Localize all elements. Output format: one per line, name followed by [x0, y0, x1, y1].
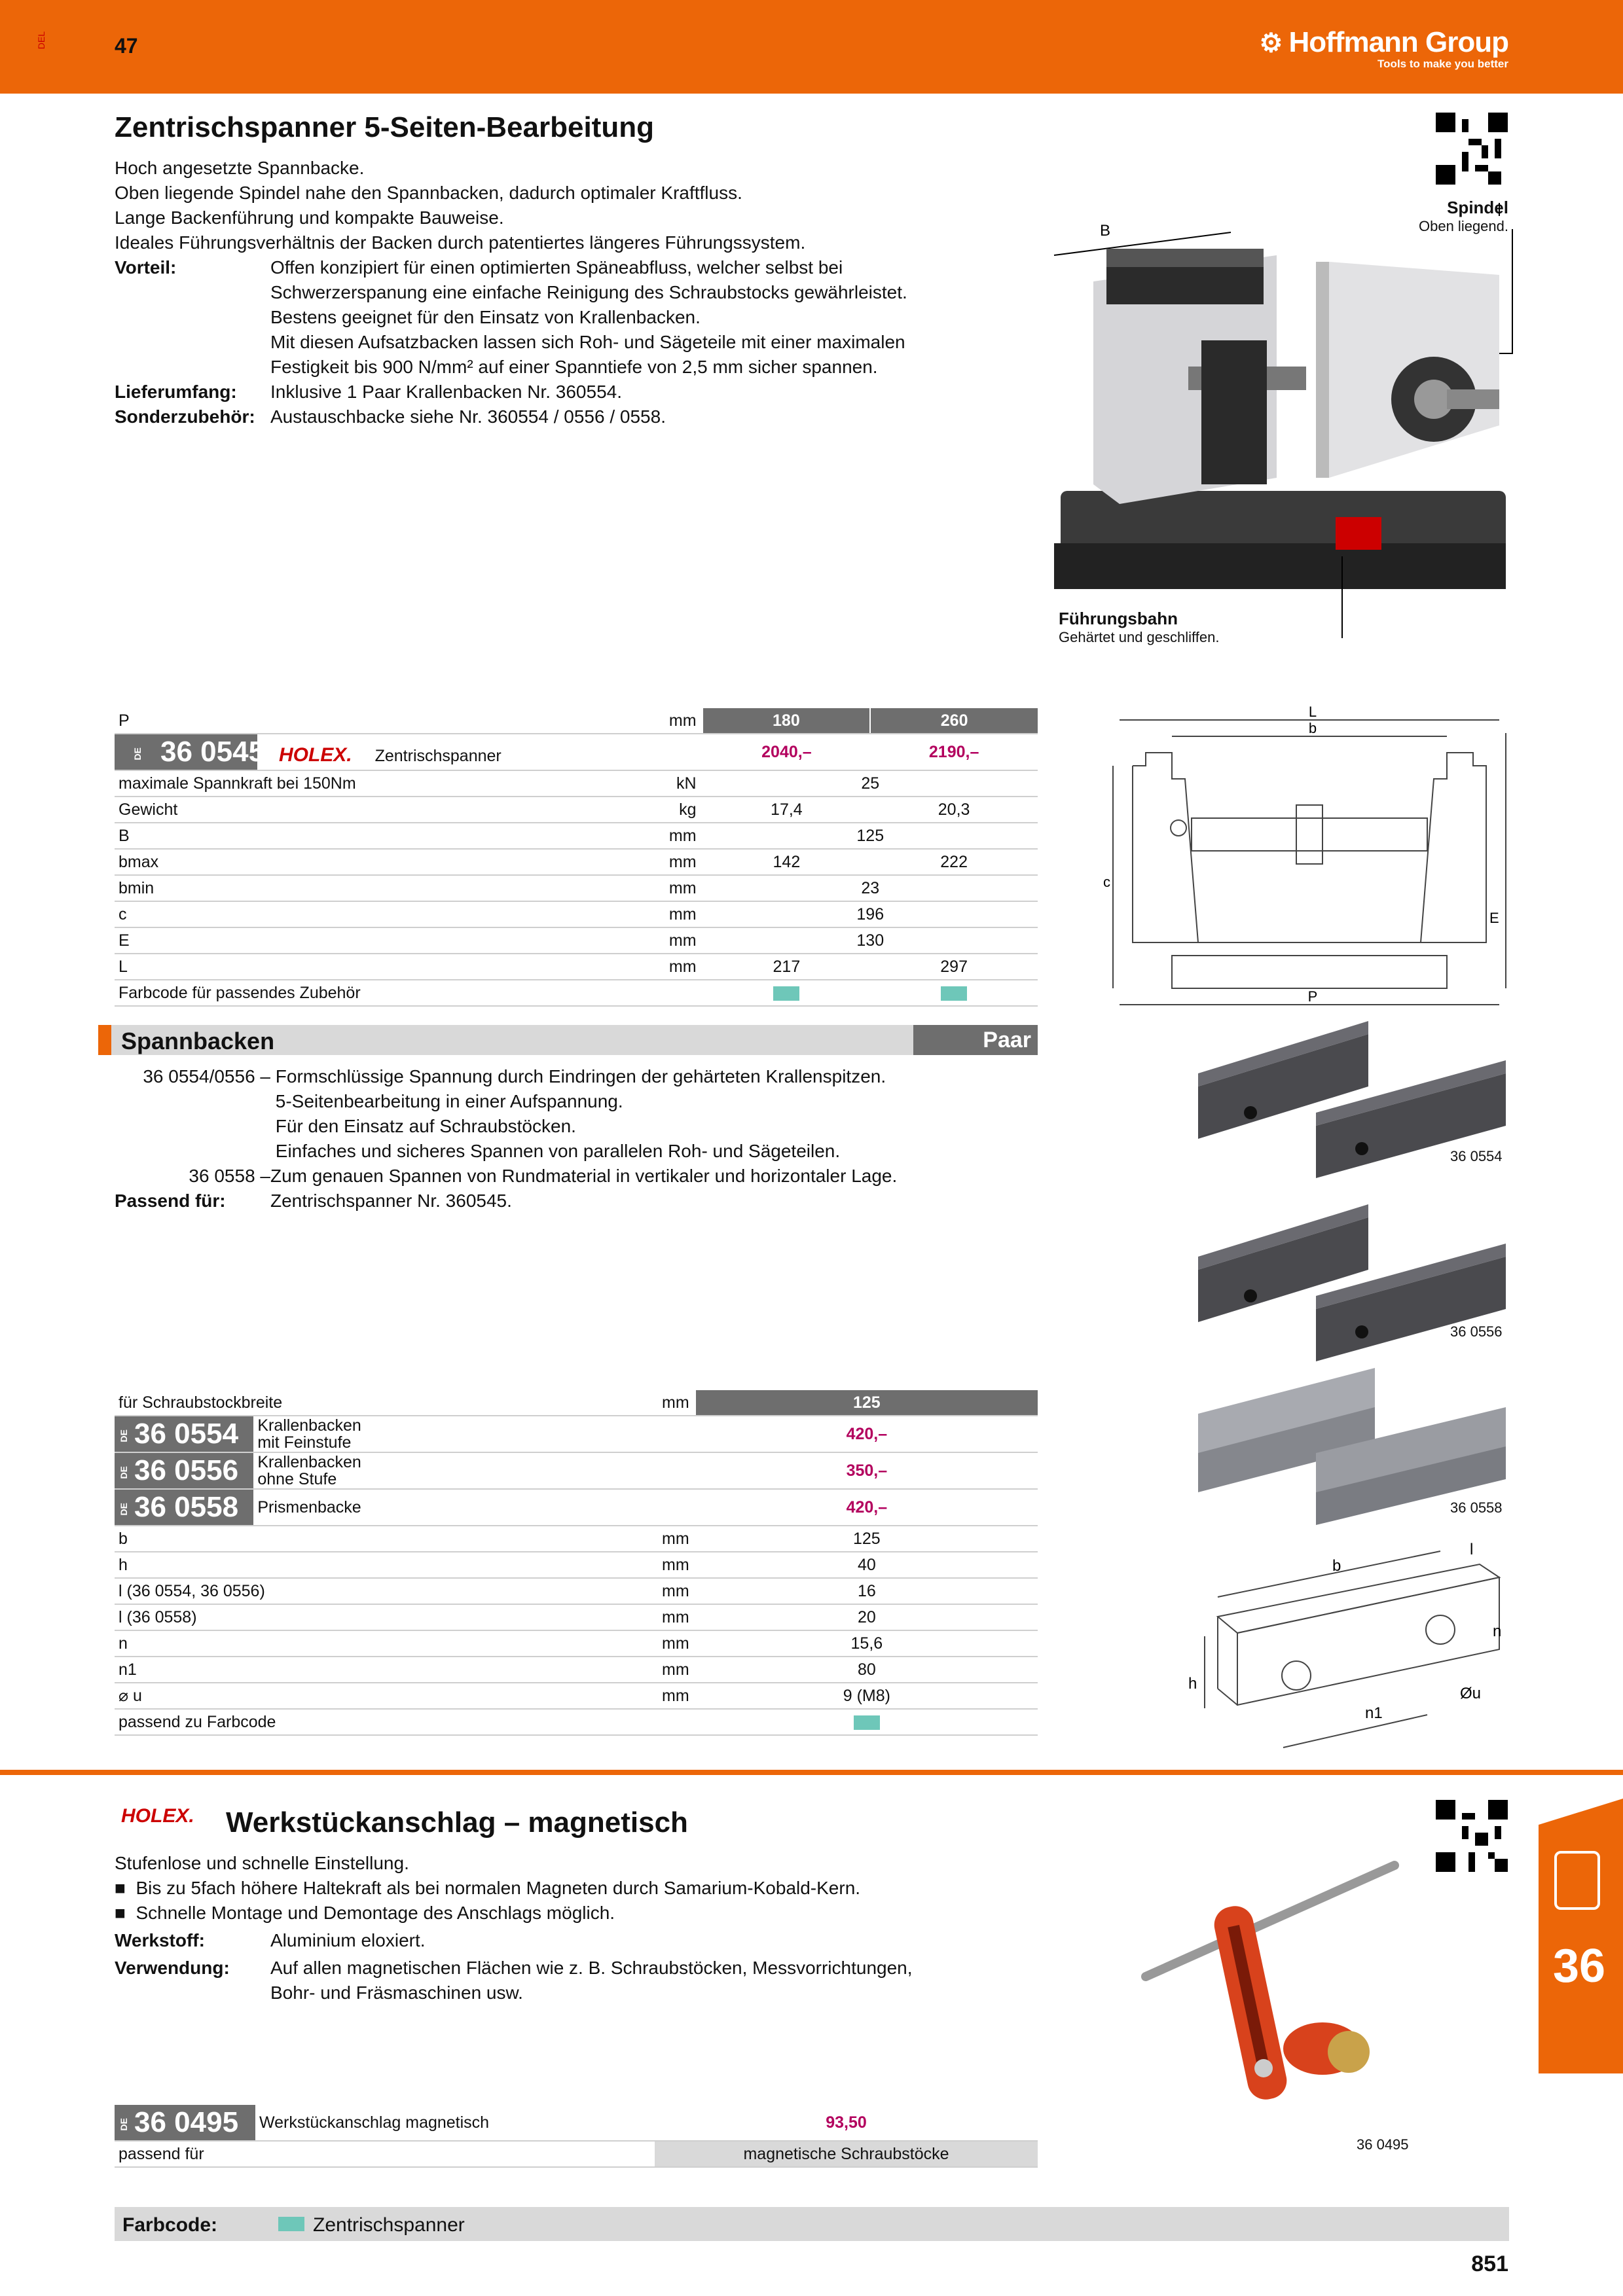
vise-product-image: [1041, 203, 1512, 648]
caption-360558: 36 0558: [1450, 1499, 1503, 1516]
dim-n1-label: n1: [1365, 1704, 1383, 1722]
table-cell: mm: [589, 1390, 696, 1416]
table-cell: 16: [696, 1578, 1038, 1604]
table-row: [115, 823, 1038, 849]
table-row: [115, 1709, 1038, 1735]
vorteil-line: Festigkeit bis 900 N/mm² auf einer Spanntiefe von 2,5 mm sicher spannen.: [270, 357, 878, 377]
article-desc: Zentrischspanner: [374, 747, 501, 765]
table-row: [115, 954, 1038, 980]
table-cell: n: [115, 1630, 589, 1657]
country-code: DE: [119, 1465, 129, 1479]
table-cell: 23: [703, 875, 1038, 901]
table-cell: Gewicht: [115, 797, 597, 823]
section-divider: [0, 1770, 1623, 1775]
table-row: [115, 1657, 1038, 1683]
table-cell: 25: [703, 770, 1038, 797]
dim-l-label: l: [1470, 1541, 1474, 1558]
werkstueckanschlag-image: [1133, 1852, 1408, 2127]
table-row: [115, 2141, 1038, 2167]
table-cell: 180: [703, 708, 871, 734]
werkstoff-value: Aluminium eloxiert.: [270, 1930, 426, 1950]
table-cell: l (36 0558): [115, 1604, 589, 1630]
item-number: 36 0554/0556 –: [143, 1066, 270, 1086]
article-row[interactable]: [115, 2105, 1038, 2141]
product-title: Zentrischspanner 5-Seiten-Bearbeitung: [115, 111, 654, 143]
color-swatch: [854, 1715, 880, 1730]
caption-360554: 36 0554: [1450, 1148, 1503, 1164]
table-cell: für Schraubstockbreite: [115, 1390, 589, 1416]
vorteil-line: Offen konzipiert für einen optimierten Späneabfluss, welcher selbst bei: [270, 257, 843, 278]
spec-table-werkstueckanschlag: [115, 2105, 1038, 2168]
item-line: Für den Einsatz auf Schraubstöcken.: [275, 1116, 576, 1136]
table-cell: c: [115, 901, 597, 927]
item-number: 36 0558 –: [189, 1166, 270, 1186]
table-row: [115, 875, 1038, 901]
country-code: DE: [119, 2117, 129, 2131]
table-cell: n1: [115, 1657, 589, 1683]
article-desc: Prismenbacke: [253, 1489, 695, 1526]
holex-logo-text: HOLEX.: [121, 1805, 194, 1827]
table-cell: B: [115, 823, 597, 849]
article-number: [115, 734, 265, 770]
section-title: Spannbacken: [121, 1028, 275, 1054]
intro-line: Lange Backenführung und kompakte Bauweise.: [115, 207, 504, 228]
country-code: DE: [119, 1429, 129, 1443]
dim-h-label: h: [1188, 1675, 1197, 1693]
table-cell: 196: [703, 901, 1038, 927]
dim-b-label: b: [1332, 1557, 1341, 1575]
verwendung-label: Verwendung:: [115, 1958, 230, 1978]
item-line: Zum genauen Spannen von Rundmaterial in vertikaler und horizontaler Lage.: [270, 1166, 898, 1186]
sonderzubehoer-label: Sonderzubehör:: [115, 406, 255, 427]
article-desc-line: Krallenbacken: [257, 1453, 361, 1471]
table-cell: 15,6: [696, 1630, 1038, 1657]
table-row: [115, 1683, 1038, 1709]
callout-spindel-title: Spindel: [1447, 198, 1508, 217]
article-row[interactable]: [115, 1489, 1038, 1526]
spec-table-zentrischspanner: [115, 708, 1038, 1007]
chapter-number: 36: [1553, 1940, 1606, 1992]
lieferumfang-value: Inklusive 1 Paar Krallenbacken Nr. 360554.: [270, 382, 622, 402]
brand-tagline: Tools to make you better: [1377, 58, 1508, 70]
farbcode-value: Zentrischspanner: [313, 2214, 465, 2236]
table-cell: mm: [597, 954, 703, 980]
product-intro: [115, 111, 1064, 429]
table-row: [115, 797, 1038, 823]
table-cell: mm: [597, 927, 703, 954]
sonderzubehoer-value: Austauschbacke siehe Nr. 360554 / 0556 / 0558.: [270, 406, 666, 427]
price-cell: 2040,–: [703, 734, 871, 770]
table-cell: mm: [589, 1526, 696, 1552]
jaw-technical-drawing: [1178, 1538, 1519, 1761]
farbcode-label: Farbcode:: [122, 2214, 218, 2236]
caption-360495: 36 0495: [1357, 2136, 1409, 2153]
table-cell: maximale Spannkraft bei 150Nm: [115, 770, 597, 797]
table-row: [115, 1604, 1038, 1630]
price-cell: 420,–: [696, 1489, 1038, 1526]
passend-value: Zentrischspanner Nr. 360545.: [270, 1191, 512, 1211]
table-cell: 222: [870, 849, 1038, 875]
table-cell: 20: [696, 1604, 1038, 1630]
price-cell: 350,–: [696, 1452, 1038, 1489]
bullet-icon: ■: [115, 1878, 136, 1898]
dim-e-label: E: [1489, 910, 1499, 926]
brand-logo: [1260, 26, 1509, 71]
table-cell: 125: [696, 1526, 1038, 1552]
table-cell: b: [115, 1526, 589, 1552]
table-cell: 217: [703, 954, 871, 980]
table-cell: E: [115, 927, 597, 954]
dim-b-label: b: [1308, 720, 1317, 736]
dim-u-label: Øu: [1460, 1685, 1482, 1702]
holex-logo: [121, 1805, 194, 1827]
article-number-text: 36 0545: [160, 736, 265, 768]
spannbacken-description: [115, 1064, 1064, 1213]
table-cell: ⌀ u: [115, 1683, 589, 1709]
article-number-text: 36 0556: [134, 1454, 239, 1486]
table-cell: mm: [589, 1657, 696, 1683]
vise-technical-drawing: [1103, 704, 1512, 1008]
article-number: [115, 1489, 253, 1526]
color-swatch: [941, 986, 967, 1001]
callout-fuehrung-sub: Gehärtet und geschliffen.: [1059, 629, 1220, 645]
intro-line: Ideales Führungsverhältnis der Backen durch patentiertes längeres Führungssystem.: [115, 232, 806, 253]
callout-spindel-sub: Oben liegend.: [1419, 218, 1508, 234]
header-bar: [0, 0, 1623, 94]
table-header-row: [115, 1390, 1038, 1416]
brand-icon: ⚙: [1259, 29, 1289, 58]
jaw-images: [1192, 1014, 1519, 1512]
verwendung-line: Bohr- und Fräsmaschinen usw.: [270, 1982, 523, 2003]
footer-page-number: 851: [1471, 2251, 1508, 2276]
article-number: [115, 1416, 253, 1452]
table-cell: h: [115, 1552, 589, 1578]
bullet-text: Schnelle Montage und Demontage des Anschlags möglich.: [136, 1903, 615, 1923]
article-desc-line: mit Feinstufe: [257, 1433, 352, 1452]
vorteil-line: Schwerzerspanung eine einfache Reinigung des Schraubstocks gewährleistet.: [270, 282, 907, 302]
table-cell: mm: [589, 1604, 696, 1630]
dim-l-label: L: [1308, 704, 1317, 720]
header-page-number: 47: [115, 34, 138, 58]
article-desc: Werkstückanschlag magnetisch: [255, 2105, 655, 2141]
article-number-text: 36 0554: [134, 1418, 239, 1450]
table-row: [115, 849, 1038, 875]
table-cell: passend zu Farbcode: [115, 1709, 696, 1735]
table-row: [115, 1578, 1038, 1604]
table-cell: 17,4: [703, 797, 871, 823]
article-number-text: 36 0495: [134, 2106, 239, 2138]
table-cell: Farbcode für passendes Zubehör: [115, 980, 703, 1006]
lieferumfang-label: Lieferumfang:: [115, 382, 237, 402]
callout-fuehrung-title: Führungsbahn: [1059, 609, 1178, 628]
article-number-text: 36 0558: [134, 1491, 239, 1523]
bullet-text: Bis zu 5fach höhere Haltekraft als bei normalen Magneten durch Samarium-Kobald-Kern.: [136, 1878, 861, 1898]
price-cell: 2190,–: [870, 734, 1038, 770]
article-row[interactable]: [115, 734, 1038, 770]
table-cell: 260: [870, 708, 1038, 734]
article-row[interactable]: [115, 1416, 1038, 1452]
table-cell: mm: [589, 1630, 696, 1657]
item-line: 5-Seitenbearbeitung in einer Aufspannung.: [275, 1091, 623, 1111]
chapter-tab[interactable]: [1539, 1825, 1623, 2073]
werkstueckanschlag-description: [115, 1851, 1064, 2005]
table-cell: bmax: [115, 849, 597, 875]
item-line: Formschlüssige Spannung durch Eindringen der gehärteten Krallenspitzen.: [275, 1066, 886, 1086]
bullet-icon: ■: [115, 1903, 136, 1923]
table-cell: mm: [597, 849, 703, 875]
table-cell: kg: [597, 797, 703, 823]
table-cell: 20,3: [870, 797, 1038, 823]
article-desc: [253, 1452, 695, 1489]
intro-line: Hoch angesetzte Spannbacke.: [115, 158, 365, 178]
table-cell: [703, 980, 871, 1006]
intro-line: Stufenlose und schnelle Einstellung.: [115, 1853, 409, 1873]
article-number: [115, 2105, 255, 2141]
article-number: [115, 1452, 253, 1489]
table-cell: mm: [589, 1578, 696, 1604]
table-cell: mm: [589, 1552, 696, 1578]
price-cell: 420,–: [696, 1416, 1038, 1452]
table-cell: mm: [597, 875, 703, 901]
table-cell: P: [115, 708, 597, 734]
farbcode-legend: [115, 2207, 1509, 2241]
table-cell: 297: [870, 954, 1038, 980]
table-cell: kN: [597, 770, 703, 797]
table-row: [115, 1630, 1038, 1657]
table-row: [115, 770, 1038, 797]
table-cell: [696, 1709, 1038, 1735]
qr-code-icon[interactable]: [1436, 1800, 1508, 1872]
dim-b-label: B: [1100, 222, 1111, 240]
article-desc-line: ohne Stufe: [257, 1470, 337, 1488]
edition-code: DEL: [36, 31, 46, 50]
table-row: [115, 901, 1038, 927]
table-cell: mm: [589, 1683, 696, 1709]
table-row: [115, 1552, 1038, 1578]
dim-p-label: P: [1307, 988, 1318, 1005]
table-header-row: [115, 708, 1038, 734]
product-title-werkstueckanschlag: Werkstückanschlag – magnetisch: [226, 1806, 688, 1839]
brand-name: Hoffmann Group: [1288, 26, 1508, 58]
holex-logo: HOLEX.: [274, 743, 357, 767]
table-cell: L: [115, 954, 597, 980]
table-cell: mm: [597, 901, 703, 927]
country-code: DE: [132, 747, 143, 761]
price-cell: 93,50: [655, 2105, 1038, 2141]
caption-360556: 36 0556: [1450, 1323, 1503, 1340]
table-cell: l (36 0554, 36 0556): [115, 1578, 589, 1604]
dim-c-label: c: [1103, 874, 1110, 890]
spec-table-spannbacken: [115, 1390, 1038, 1736]
table-row: [115, 1526, 1038, 1552]
table-cell: magnetische Schraubstöcke: [655, 2141, 1038, 2167]
table-cell: mm: [597, 823, 703, 849]
country-code: DE: [119, 1502, 129, 1516]
table-cell: 125: [703, 823, 1038, 849]
article-desc-line: Krallenbacken: [257, 1416, 361, 1435]
article-cell: [115, 734, 703, 770]
article-desc: [253, 1416, 695, 1452]
table-cell: mm: [597, 708, 703, 734]
table-cell: 130: [703, 927, 1038, 954]
table-cell: 142: [703, 849, 871, 875]
color-swatch: [773, 986, 799, 1001]
item-line: Einfaches und sicheres Spannen von parallelen Roh- und Sägeteilen.: [275, 1141, 841, 1161]
table-cell: 9 (M8): [696, 1683, 1038, 1709]
table-row: [115, 980, 1038, 1006]
color-swatch: [278, 2217, 304, 2231]
table-cell: 40: [696, 1552, 1038, 1578]
table-cell: bmin: [115, 875, 597, 901]
table-cell: 80: [696, 1657, 1038, 1683]
table-row: [115, 927, 1038, 954]
werkstoff-label: Werkstoff:: [115, 1930, 205, 1950]
table-cell: [870, 980, 1038, 1006]
table-cell: passend für: [115, 2141, 655, 2167]
article-row[interactable]: [115, 1452, 1038, 1489]
verwendung-line: Auf allen magnetischen Flächen wie z. B. Schraubstöcken, Messvorrichtungen,: [270, 1958, 913, 1978]
section-accent: [98, 1025, 111, 1055]
vise-icon: [1554, 1851, 1600, 1910]
dim-n-label: n: [1493, 1623, 1502, 1640]
vorteil-line: Mit diesen Aufsatzbacken lassen sich Roh- und Sägeteile mit einer maximalen: [270, 332, 905, 352]
section-bar-spannbacken: [98, 1025, 1038, 1055]
qr-code-icon[interactable]: [1436, 113, 1508, 185]
intro-line: Oben liegende Spindel nahe den Spannbacken, dadurch optimaler Kraftfluss.: [115, 183, 742, 203]
section-tag-paar: Paar: [913, 1025, 1038, 1055]
vorteil-line: Bestens geeignet für den Einsatz von Krallenbacken.: [270, 307, 701, 327]
passend-label: Passend für:: [115, 1191, 226, 1211]
table-cell: 125: [696, 1390, 1038, 1416]
vorteil-label: Vorteil:: [115, 257, 177, 278]
